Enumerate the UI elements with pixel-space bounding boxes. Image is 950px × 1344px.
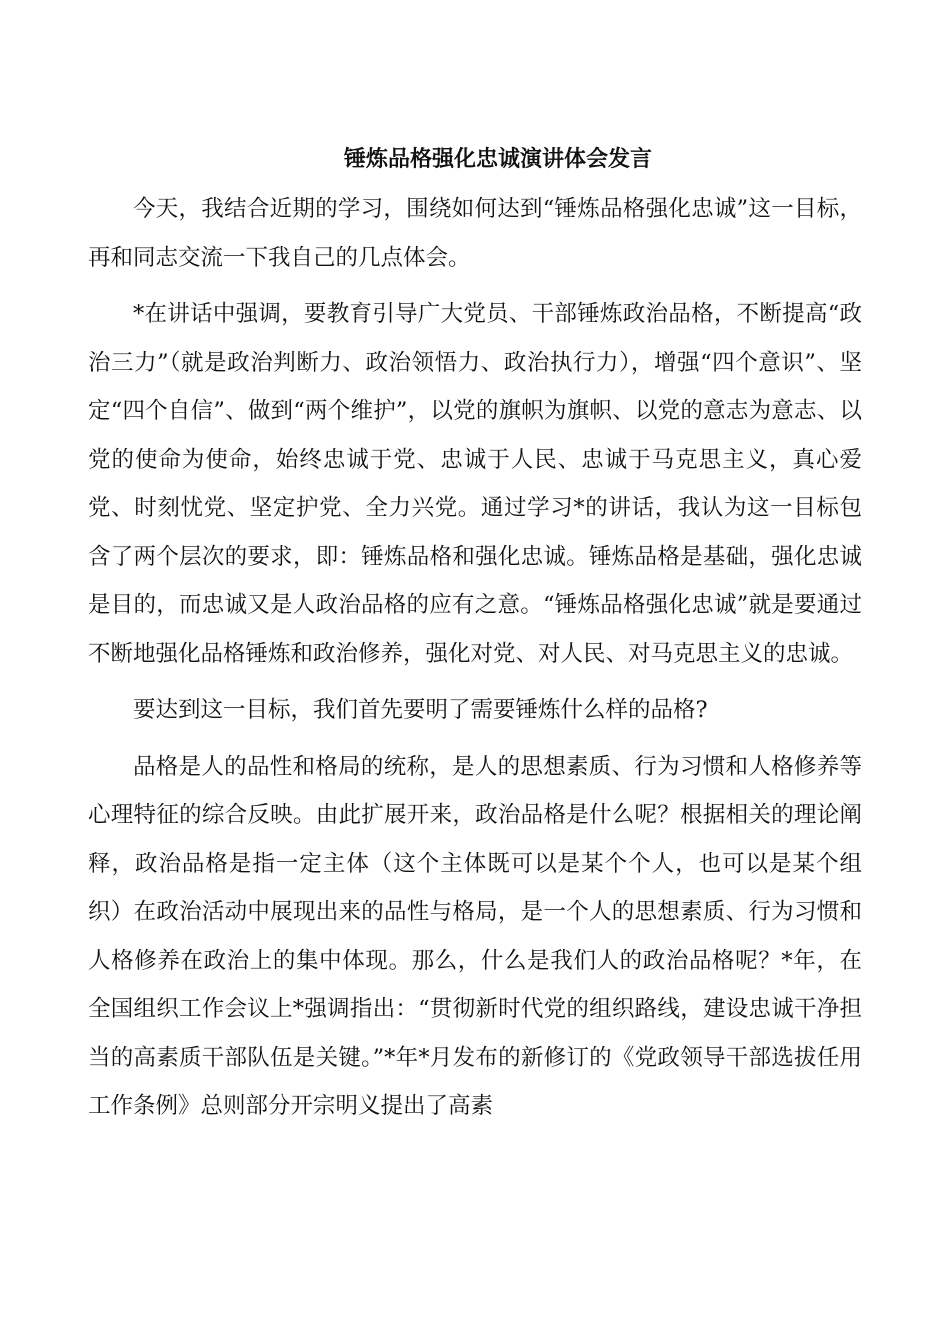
- document-body: [88, 185, 862, 1139]
- paragraph-question: 要达到这一目标，我们首先要明了需要锤炼什么样的品格?: [133, 697, 708, 723]
- document-title: 锤炼品格强化忠诚演讲体会发言: [343, 147, 652, 172]
- paragraph-character-definition: 品格是人的品性和格局的统称，是人的思想素质、行为习惯和人格修养等心理特征的综合反映。由此扩展开来，政治品格是什么呢？根据相关的理论阐释，政治品格是指一定主体（这个主体既可以是某个个人，也可以是某个组织）在政治活动中展现出来的品性与格局，是一个人的思想素质、行为习惯和人格修养在政治上的集中体现。那么，什么是我们人的政治品格呢？*年，在全国组织工作会议上*强调指出：“贯彻新时代党的组织路线，建设忠诚干净担当的高素质干部队伍是关键。”*年*月发布的新修订的《党政领导干部选拔任用工作条例》总则部分开宗明义提出了高素: [88, 753, 862, 1119]
- paragraph-speech-summary: *在讲话中强调，要教育引导广大党员、干部锤炼政治品格，不断提高“政治三力”（就是政治判断力、政治领悟力、政治执行力），增强“四个意识”、坚定“四个自信”、做到“两个维护”，以党的旗帜为旗帜、以党的意志为意志、以党的使命为使命，始终忠诚于党、忠诚于人民、忠诚于马克思主义，真心爱党、时刻忧党、坚定护党、全力兴党。通过学习*的讲话，我认为这一目标包含了两个层次的要求，即：锤炼品格和强化忠诚。锤炼品格是基础，强化忠诚是目的，而忠诚又是人政治品格的应有之意。“锤炼品格强化忠诚”就是要通过不断地强化品格锤炼和政治修养，强化对党、对人民、对马克思主义的忠诚。: [88, 301, 862, 667]
- paragraph-intro: 今天，我结合近期的学习，围绕如何达到“锤炼品格强化忠诚”这一目标，再和同志交流一下我自己的几点体会。: [88, 196, 862, 271]
